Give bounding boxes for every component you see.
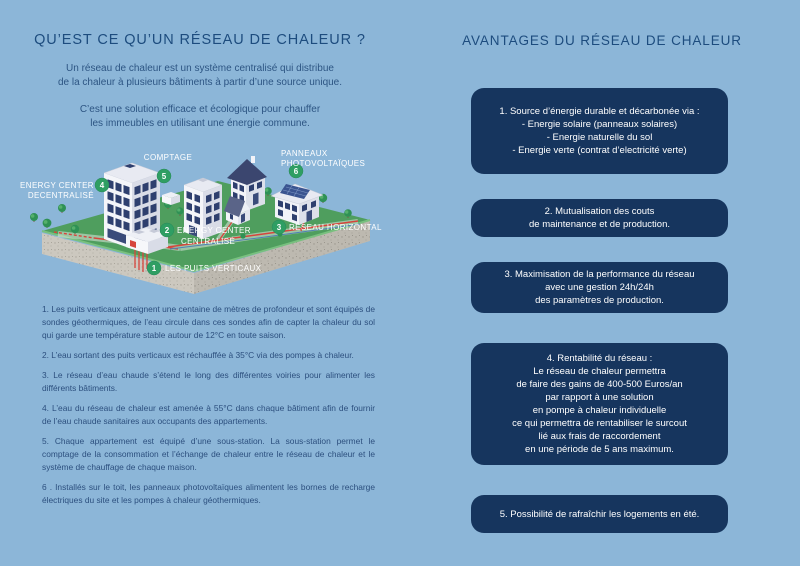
label-panneaux-2: PHOTOVOLTAÏQUES — [281, 159, 366, 168]
marker-4-number: 4 — [99, 181, 105, 190]
label-energy-center-centralise-1: ENERGY CENTER — [177, 226, 251, 235]
benefit-box-1 — [471, 88, 728, 174]
intro-line: Un réseau de chaleur est un système centralisé qui distribue — [66, 63, 334, 74]
label-reseau-horizontal: RÉSEAU HORIZONTAL — [289, 223, 382, 232]
left-page-title: QU’EST CE QU’UN RÉSEAU DE CHALEUR ? — [34, 32, 366, 48]
benefit-line: - Energie solaire (panneaux solaires) — [521, 119, 678, 130]
marker-3 — [272, 220, 286, 234]
marker-3-number: 3 — [276, 223, 282, 232]
benefit-line: - Energie verte (contrat d’electricité verte) — [512, 145, 687, 156]
intro-paragraph-1 — [30, 62, 370, 89]
intro-line: de la chaleur à plusieurs bâtiments à partir d’une source unique. — [57, 76, 343, 88]
right-page-title: AVANTAGES DU RÉSEAU DE CHALEUR — [462, 33, 742, 48]
label-energy-center-decentralise-1: ENERGY CENTER — [20, 181, 94, 190]
heat-network-illustration — [18, 143, 408, 298]
benefit-line: - Energie naturelle du sol — [546, 132, 653, 143]
benefit-line: ce qui permettra de rentabiliser le surcout — [512, 418, 687, 429]
benefit-line: 5. Possibilité de rafraîchir les logements en été. — [499, 508, 700, 520]
label-panneaux-1: PANNEAUX — [281, 149, 328, 158]
intro-line: les immeubles en utilisant une énergie commune. — [90, 117, 310, 129]
explanation-1: 1. Les puits verticaux atteignent une centaine de mètres de profondeur et sont équipés de sondes géothermiques, de l’eau circule dans ces sondes afin de capter la chaleur du sol qui garde une température stable autour de 12°C en toute saison. — [42, 304, 375, 340]
explanation-4: 4. L’eau du réseau de chaleur est amenée à 55°C dans chaque bâtiment afin de fournir de l’eau chaude sanitaires aux occupants des appartements. — [42, 403, 375, 426]
benefit-line: 4. Rentabilité du réseau : — [546, 353, 653, 364]
benefit-line: de maintenance et de production. — [528, 219, 670, 230]
benefit-line: 2. Mutualisation des couts — [544, 206, 655, 217]
explanations — [42, 303, 375, 514]
marker-2 — [160, 223, 174, 237]
label-comptage: COMPTAGE — [143, 153, 193, 162]
benefit-box-5 — [471, 495, 728, 533]
marker-5-number: 5 — [161, 172, 167, 181]
intro-paragraph-2 — [30, 103, 370, 130]
benefit-box-3 — [471, 262, 728, 313]
explanation-5: 5. Chaque appartement est équipé d’une sous-station. La sous-station permet le comptage de la consommation et l’échange de chaleur entre le réseau de chaleur et le système de chauffage de chaque maison. — [42, 436, 375, 472]
marker-1-number: 1 — [151, 264, 157, 273]
benefit-line: lié aux frais de raccordement — [538, 431, 661, 442]
benefit-line: avec une gestion 24h/24h — [545, 282, 654, 293]
benefit-line: 3. Maximisation de la performance du réseau — [504, 269, 695, 280]
marker-5 — [157, 169, 171, 183]
benefit-line: par rapport à une solution — [545, 392, 654, 403]
benefit-box-4 — [471, 343, 728, 465]
marker-4 — [95, 178, 109, 192]
intro-line: C’est une solution efficace et écologique pour chauffer — [79, 104, 321, 115]
benefit-line: en pompe à chaleur individuelle — [532, 405, 667, 416]
benefit-line: en une période de 5 ans maximum. — [525, 444, 674, 455]
explanation-3: 3. Le réseau d’eau chaude s’étend le long des différentes voiries pour alimenter les différents bâtiments. — [42, 370, 375, 393]
marker-6-number: 6 — [293, 167, 299, 176]
explanation-6: 6 . Installés sur le toit, les panneaux photovoltaïques alimentent les bornes de recharge électriques du site et les pompes à chaleur géothermiques. — [42, 482, 375, 505]
label-energy-center-centralise-2: CENTRALISÉ — [181, 237, 236, 246]
benefit-line: 1. Source d’énergie durable et décarbonée via : — [499, 106, 700, 117]
marker-2-number: 2 — [164, 226, 170, 235]
explanation-2: 2. L’eau sortant des puits verticaux est réchauffée à 35°C via des pompes à chaleur. — [42, 350, 354, 360]
benefit-line: de faire des gains de 400-500 Euros/an — [516, 379, 683, 390]
benefit-box-2 — [471, 199, 728, 237]
benefit-line: des paramètres de production. — [535, 295, 664, 306]
label-puits-verticaux: LES PUITS VERTICAUX — [165, 264, 262, 273]
label-energy-center-decentralise-2: DECENTRALISÉ — [27, 191, 94, 200]
benefit-line: Le réseau de chaleur permettra — [533, 366, 666, 377]
marker-1 — [147, 261, 161, 275]
